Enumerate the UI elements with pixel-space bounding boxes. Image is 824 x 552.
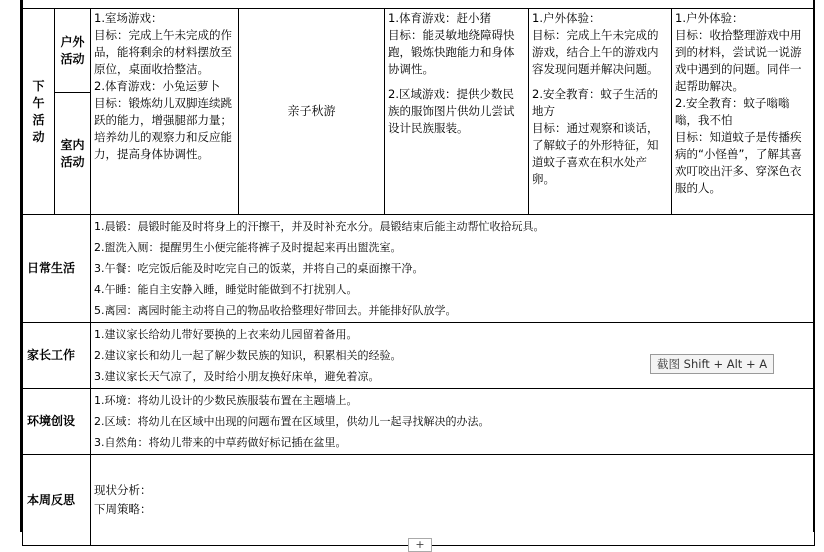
status-analysis-text: 现状分析： bbox=[94, 483, 152, 497]
afternoon-label-text: 下午活动 bbox=[32, 78, 45, 144]
list-item: 1.晨锻：晨锻时能及时将身上的汗擦干，并及时补充水分。晨锻结束后能主动帮忙收拾玩具。 bbox=[94, 220, 545, 233]
environment-content bbox=[91, 389, 815, 455]
list-item: 3.建议家长天气凉了，及时给小朋友换好床单，避免着凉。 bbox=[94, 370, 380, 383]
list-item: 4.午睡：能自主安静入睡，睡觉时能做到不打扰别人。 bbox=[94, 283, 358, 296]
list-item: 2.盥洗入厕：提醒男生小便完能将裤子及时提起来再出盥洗室。 bbox=[94, 241, 402, 254]
list-item: 1.建议家长给幼儿带好要换的上衣来幼儿园留着备用。 bbox=[94, 328, 358, 341]
list-item: 3.午餐：吃完饭后能及时吃完自己的饭菜，并将自己的桌面擦干净。 bbox=[94, 262, 424, 275]
daily-life-content bbox=[91, 215, 815, 323]
daily-life-row bbox=[23, 215, 815, 323]
afternoon-tuesday-cell bbox=[239, 9, 385, 215]
reflection-content[interactable] bbox=[91, 455, 815, 546]
list-item: 5.离园：离园时能主动将自己的物品收拾整理好带回去。并能排好队放学。 bbox=[94, 304, 457, 317]
afternoon-thursday-cell: 1.户外体验： 目标：完成上午未完成的游戏，结合上午的游戏内容发现问题并解决问题。 2.安全教育：蚊子生活的地方 目标：通过观察和谈话，了解蚊子的外形特征，知道蚊子喜欢在积水处产卵。 bbox=[529, 9, 672, 215]
afternoon-friday-cell: 1.户外体验： 目标：收拾整理游戏中用到的材料，尝试说一说游戏中遇到的问题。同伴一起帮助解决。 2.安全教育：蚊子嗡嗡嗡，我不怕 目标：知道蚊子是传播疾病的“小怪兽”，了解其喜欢叮咬出汗多、穿深色衣服的人。 bbox=[672, 9, 815, 215]
reflection-row bbox=[23, 455, 815, 546]
list-item: 2.建议家长和幼儿一起了解少数民族的知识，积累相关的经验。 bbox=[94, 349, 402, 362]
environment-row bbox=[23, 389, 815, 455]
reflection-label: 本周反思 bbox=[23, 455, 91, 546]
screenshot-shortcut-tooltip: 截图 Shift + Alt + A bbox=[650, 354, 774, 374]
environment-label: 环境创设 bbox=[23, 389, 91, 455]
afternoon-monday-cell: 1.室场游戏： 目标：完成上午未完成的作品，能将剩余的材料摆放至原位，桌面收拾整洁。 2.体育游戏：小兔运萝卜 目标：锻炼幼儿双脚连续跳跃的能力，增强腿部力量；培养幼儿的观察力和反应能力，提高身体协调性。 bbox=[91, 9, 239, 215]
indoor-activity-label: 室内活动 bbox=[55, 93, 91, 215]
afternoon-wednesday-cell: 1.体育游戏：赶小猪 目标：能灵敏地绕障碍快跑，锻炼快跑能力和身体协调性。 2.区域游戏：提供少数民族的服饰图片供幼儿尝试设计民族服装。 bbox=[385, 9, 529, 215]
weekly-plan-table bbox=[22, 8, 815, 546]
afternoon-outdoor-row bbox=[23, 9, 815, 93]
outdoor-activity-label: 户外活动 bbox=[55, 9, 91, 93]
parents-work-label: 家长工作 bbox=[23, 323, 91, 389]
list-item: 1.环境：将幼儿设计的少数民族服装布置在主题墙上。 bbox=[94, 394, 358, 407]
list-item: 2.区域：将幼儿在区域中出现的问题布置在区域里，供幼儿一起寻找解决的办法。 bbox=[94, 415, 490, 428]
add-button[interactable]: + bbox=[408, 538, 432, 552]
afternoon-label bbox=[23, 9, 55, 215]
list-item: 3.自然角：将幼儿带来的中草药做好标记插在盆里。 bbox=[94, 436, 347, 449]
next-week-strategy-text: 下周策略： bbox=[94, 502, 152, 516]
parent-child-outing-text: 亲子秋游 bbox=[287, 104, 336, 118]
daily-life-label: 日常生活 bbox=[23, 215, 91, 323]
